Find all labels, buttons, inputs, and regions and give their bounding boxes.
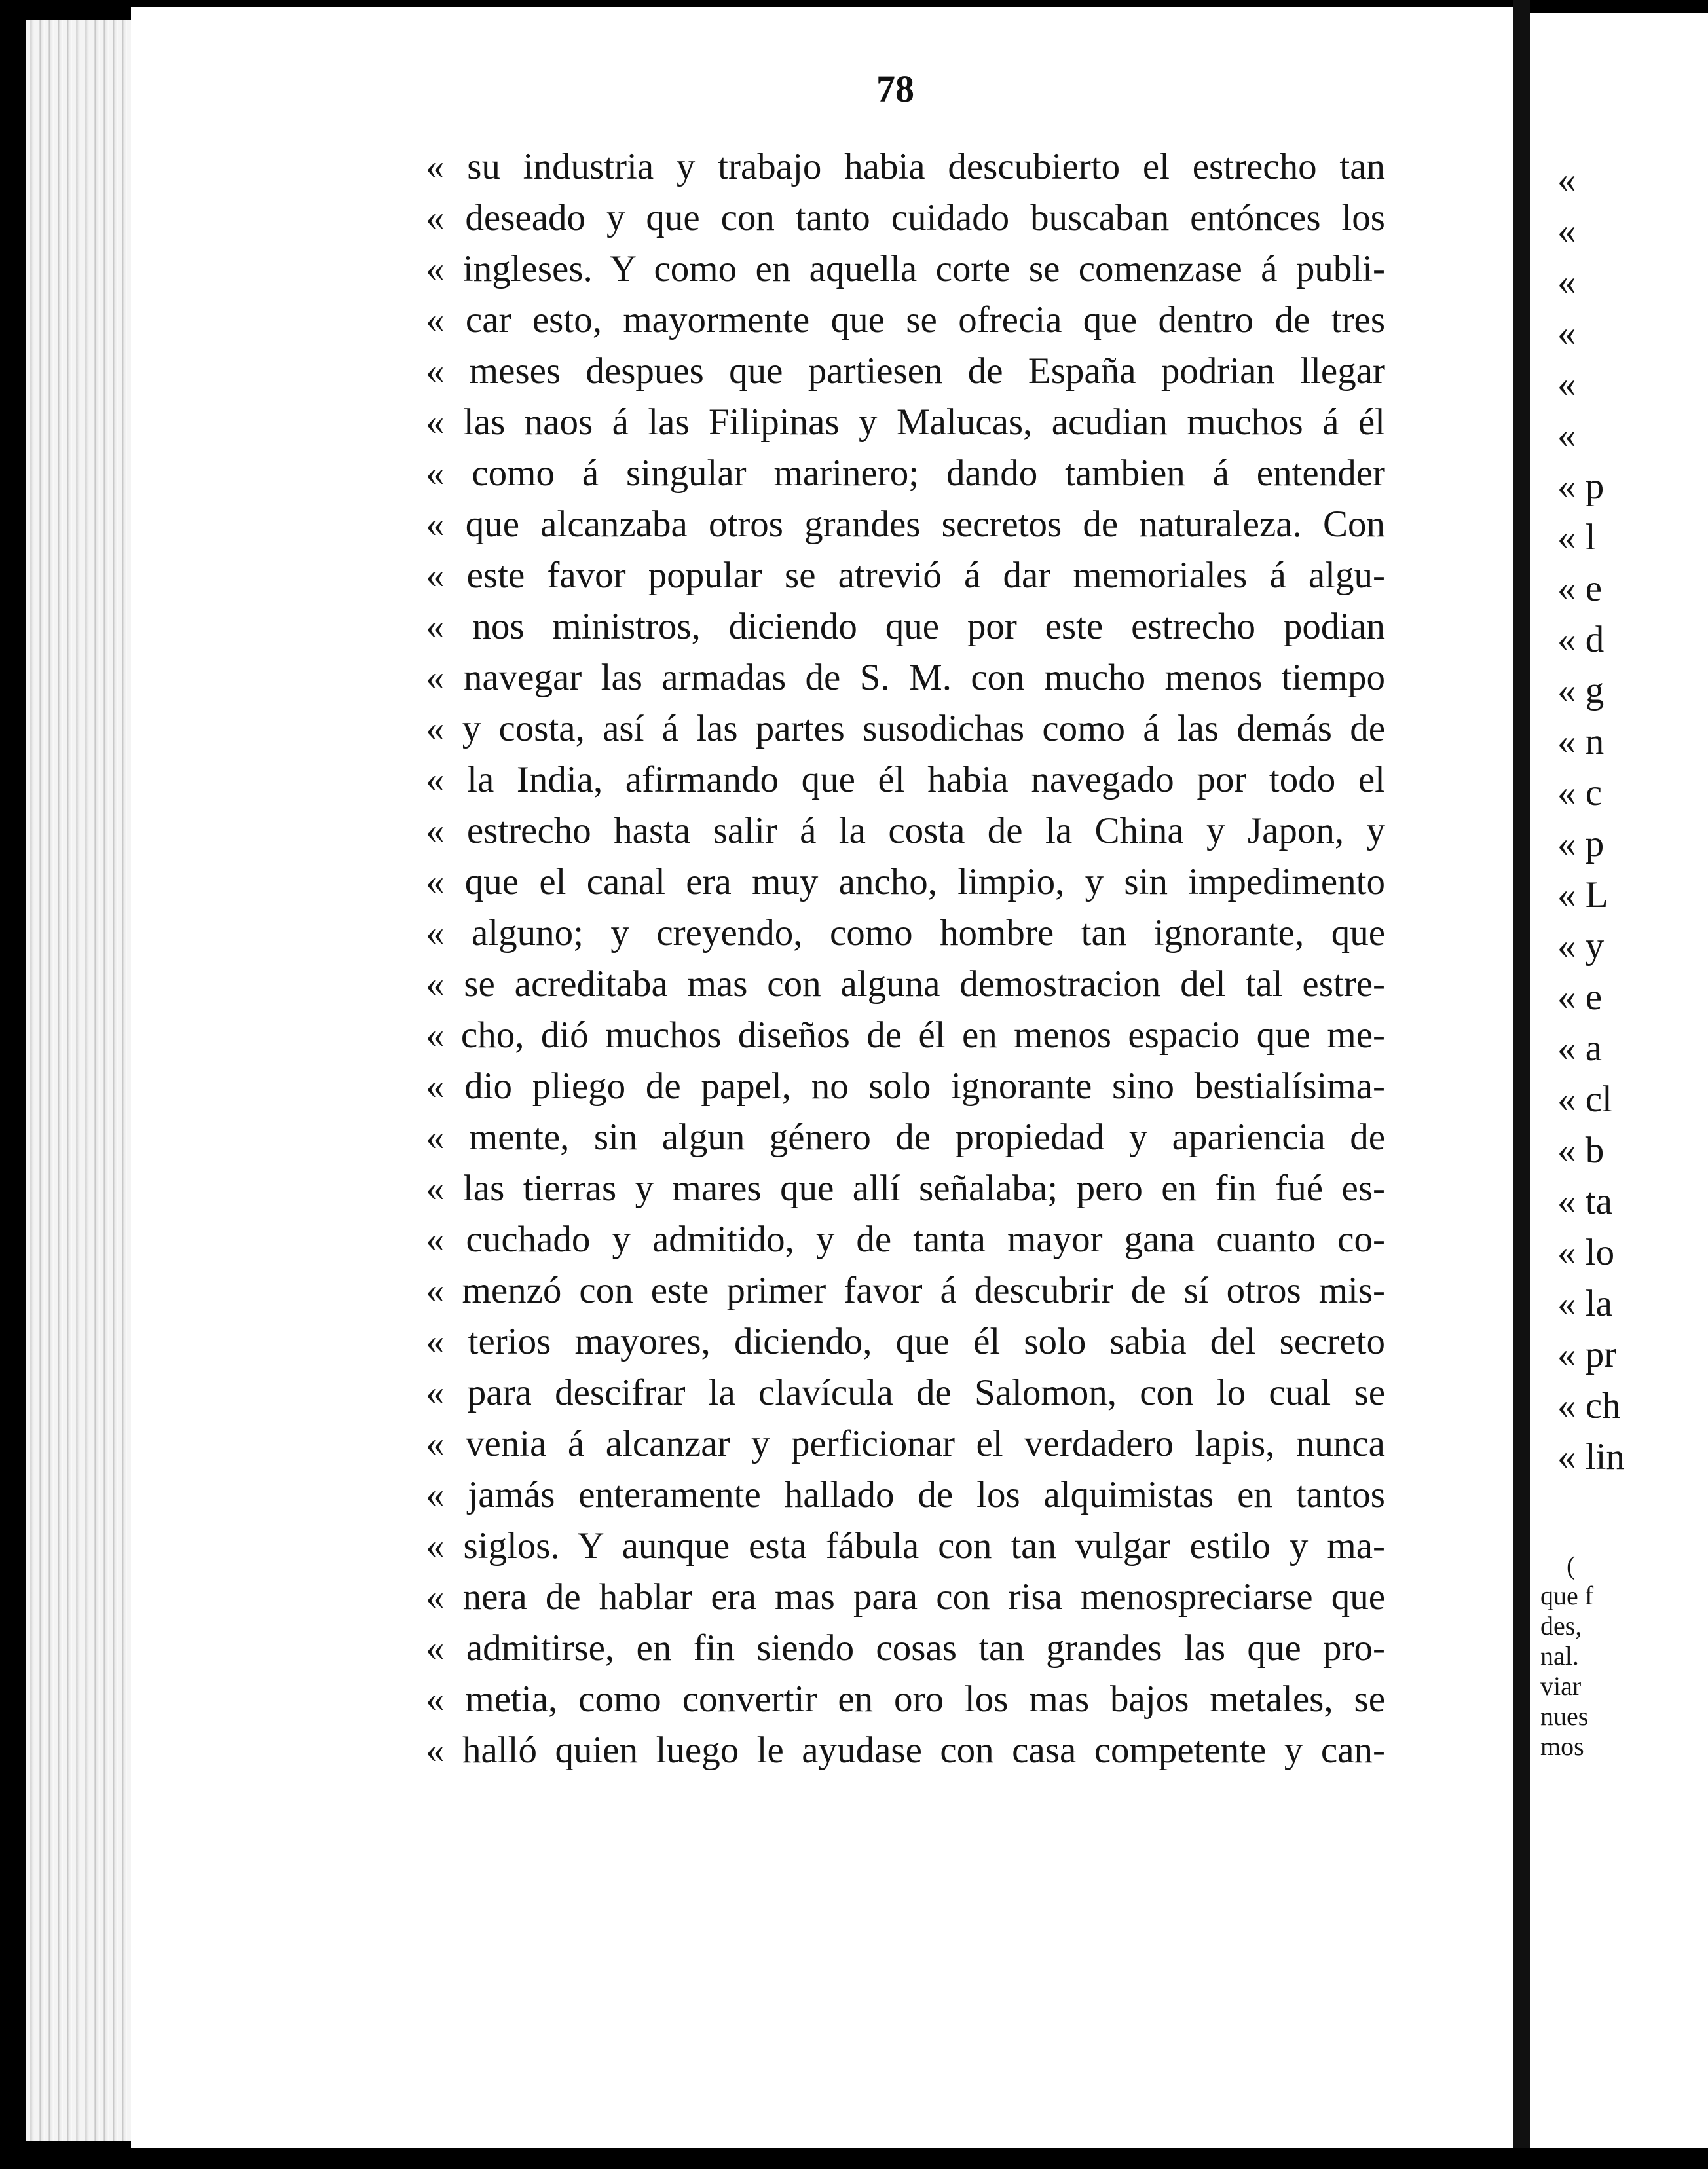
right-text-line: « y <box>1557 925 1605 967</box>
right-text-line: « pr <box>1557 1334 1617 1375</box>
right-page-notes <box>1540 1551 1708 1762</box>
right-text-line: « <box>1557 363 1576 405</box>
text-line: « y costa, así á las partes susodichas como á las demás de <box>426 708 1385 749</box>
right-text-line: « lo <box>1557 1232 1615 1273</box>
text-line: « la India, afirmando que él habia navegado por todo el <box>426 759 1385 800</box>
text-line: « siglos. Y aunque esta fábula con tan vulgar estilo y ma- <box>426 1525 1385 1566</box>
right-text-line: « ch <box>1557 1385 1621 1426</box>
footnote-line: nal. <box>1540 1641 1579 1671</box>
right-text-line: « p <box>1557 823 1605 864</box>
text-line: « dio pliego de papel, no solo ignorante sino bestialísima- <box>426 1066 1385 1107</box>
right-text-line: « <box>1557 159 1576 200</box>
footnote-line: viar <box>1540 1671 1582 1701</box>
text-line: « terios mayores, diciendo, que él solo sabia del secreto <box>426 1321 1385 1362</box>
text-line: « cuchado y admitido, y de tanta mayor gana cuanto co- <box>426 1219 1385 1260</box>
text-line: « admitirse, en fin siendo cosas tan grandes las que pro- <box>426 1627 1385 1669</box>
right-text-line: « <box>1557 210 1576 251</box>
text-line: « alguno; y creyendo, como hombre tan ignorante, que <box>426 912 1385 954</box>
right-text-line: « la <box>1557 1283 1612 1324</box>
right-text-line: « e <box>1557 976 1603 1018</box>
right-text-line: « d <box>1557 619 1605 660</box>
page-stack-edges <box>26 20 138 2141</box>
text-line: « nos ministros, diciendo que por este estrecho podian <box>426 606 1385 647</box>
text-line: « cho, dió muchos diseños de él en menos espacio que me- <box>426 1014 1385 1056</box>
footnote-line: ( <box>1567 1551 1576 1580</box>
right-text-line: « <box>1557 415 1576 456</box>
book-gutter <box>1513 0 1530 2169</box>
text-line: « mente, sin algun género de propiedad y apariencia de <box>426 1117 1385 1158</box>
scan-bottom-band <box>0 2148 1708 2169</box>
right-text-line: « L <box>1557 874 1608 916</box>
right-page-text <box>1543 155 1708 1483</box>
right-text-line: « g <box>1557 670 1605 711</box>
right-text-line: « cl <box>1557 1079 1612 1120</box>
right-text-line: « b <box>1557 1130 1605 1171</box>
right-text-line: « <box>1557 312 1576 354</box>
right-text-line: « l <box>1557 517 1596 558</box>
text-line: « para descifrar la clavícula de Salomon, con lo cual se <box>426 1372 1385 1413</box>
text-line: « las tierras y mares que allí señalaba; pero en fin fué es- <box>426 1168 1385 1209</box>
right-text-line: « p <box>1557 466 1605 507</box>
text-line: « como á singular marinero; dando tambien á entender <box>426 453 1385 494</box>
text-line: « su industria y trabajo habia descubierto el estrecho tan <box>426 146 1385 187</box>
text-line: « car esto, mayormente que se ofrecia que dentro de tres <box>426 299 1385 341</box>
right-text-line: « e <box>1557 568 1603 609</box>
right-text-line: « <box>1557 261 1576 303</box>
text-line: « se acreditaba mas con alguna demostracion del tal estre- <box>426 963 1385 1005</box>
text-line: « que alcanzaba otros grandes secretos de naturaleza. Con <box>426 504 1385 545</box>
right-page <box>1530 13 1708 2148</box>
footnote-line: nues <box>1540 1701 1589 1731</box>
text-line: « jamás enteramente hallado de los alquimistas en tantos <box>426 1474 1385 1515</box>
left-page-text <box>426 141 1385 1776</box>
right-text-line: « a <box>1557 1028 1603 1069</box>
footnote-line: mos <box>1540 1732 1584 1761</box>
text-line: « nera de hablar era mas para con risa menospreciarse que <box>426 1576 1385 1618</box>
text-line: « venia á alcanzar y perficionar el verdadero lapis, nunca <box>426 1423 1385 1464</box>
text-line: « navegar las armadas de S. M. con mucho menos tiempo <box>426 657 1385 698</box>
right-text-line: « n <box>1557 721 1605 762</box>
text-line: « este favor popular se atrevió á dar memoriales á algu- <box>426 555 1385 596</box>
text-line: « halló quien luego le ayudase con casa competente y can- <box>426 1730 1385 1771</box>
text-line: « meses despues que partiesen de España podrian llegar <box>426 350 1385 392</box>
text-line: « menzó con este primer favor á descubrir de sí otros mis- <box>426 1270 1385 1311</box>
footnote-line: que f <box>1540 1581 1594 1610</box>
page-number: 78 <box>876 67 914 110</box>
footnote-line: des, <box>1540 1611 1582 1641</box>
text-line: « que el canal era muy ancho, limpio, y sin impedimento <box>426 861 1385 902</box>
right-text-line: « c <box>1557 772 1603 813</box>
text-line: « las naos á las Filipinas y Malucas, acudian muchos á él <box>426 401 1385 443</box>
right-text-line: « lin <box>1557 1436 1625 1477</box>
right-text-line: « ta <box>1557 1181 1612 1222</box>
text-line: « estrecho hasta salir á la costa de la China y Japon, y <box>426 810 1385 851</box>
text-line: « deseado y que con tanto cuidado buscaban entónces los <box>426 197 1385 238</box>
text-line: « metia, como convertir en oro los mas bajos metales, se <box>426 1678 1385 1720</box>
text-line: « ingleses. Y como en aquella corte se comenzase á publi- <box>426 248 1385 289</box>
